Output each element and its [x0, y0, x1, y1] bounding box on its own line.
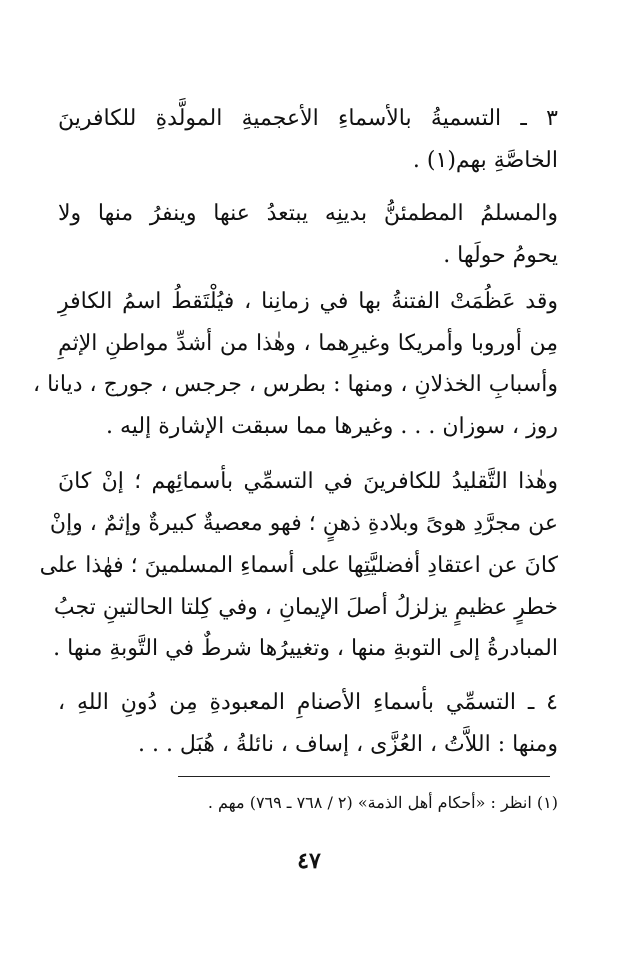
footnote: (١) انظر : «أحكام أهل الذمة» (٢ / ٧٦٨ ـ ٧٦٩) مهم .	[207, 793, 558, 812]
paragraph-3-line-5: المبادرةُ إلى التوبةِ منها ، وتغييرُها شرطٌ في التَّوبةِ منها .	[53, 636, 558, 661]
footnote-separator	[178, 776, 550, 777]
section-3-heading-line-1: ٣ ـ التسميةُ بالأسماءِ الأعجميةِ المولَّدةِ للكافرينَ	[58, 106, 558, 131]
paragraph-3-line-1: وهٰذا التَّقليدُ للكافرينَ في التسمِّي بأسمائِهم ؛ إنْ كانَ	[58, 469, 558, 494]
section-4-heading-line-2: ومنها : اللاَّتُ ، العُزَّى ، إساف ، نائلةُ ، هُبَل . . .	[137, 732, 558, 757]
section-3-heading-line-2: الخاصَّةِ بهم(١) .	[412, 148, 558, 173]
paragraph-2-line-3: وأسبابِ الخذلانِ ، ومنها : بطرس ، جرجس ، جورج ، ديانا ،	[32, 372, 558, 397]
paragraph-2-line-1: وقد عَظُمَتْ الفتنةُ بها في زمانِنا ، فيُلْتَقطُ اسمُ الكافرِ	[58, 289, 558, 314]
paragraph-1-line-2: يحومُ حولَها .	[443, 243, 558, 268]
paragraph-3-line-2: عن مجرَّدِ هوىً وبلادةِ ذهنٍ ؛ فهو معصيةٌ كبيرةٌ وإثمٌ ، وإنْ	[49, 511, 558, 536]
paragraph-1-line-1: والمسلمُ المطمئنُّ بدينِه يبتعدُ عنها وينفرُ منها ولا	[58, 201, 558, 226]
paragraph-3-line-3: كانَ عن اعتقادِ أفضليَّتِها على أسماءِ المسلمينَ ؛ فهٰذا على	[39, 553, 558, 578]
page-number: ٤٧	[297, 848, 321, 874]
paragraph-3-line-4: خطرٍ عظيمٍ يزلزلُ أصلَ الإيمانِ ، وفي كِلتا الحالتينِ تجبُ	[53, 595, 558, 620]
paragraph-2-line-2: مِن أوروبا وأمريكا وغيرِهما ، وهٰذا من أشدِّ مواطنِ الإثمِ	[58, 331, 558, 356]
paragraph-2-line-4: روز ، سوزان . . . وغيرها مما سبقت الإشارة إليه .	[106, 414, 558, 439]
section-4-heading-line-1: ٤ ـ التسمِّي بأسماءِ الأصنامِ المعبودةِ مِن دُونِ اللهِ ،	[58, 690, 558, 715]
